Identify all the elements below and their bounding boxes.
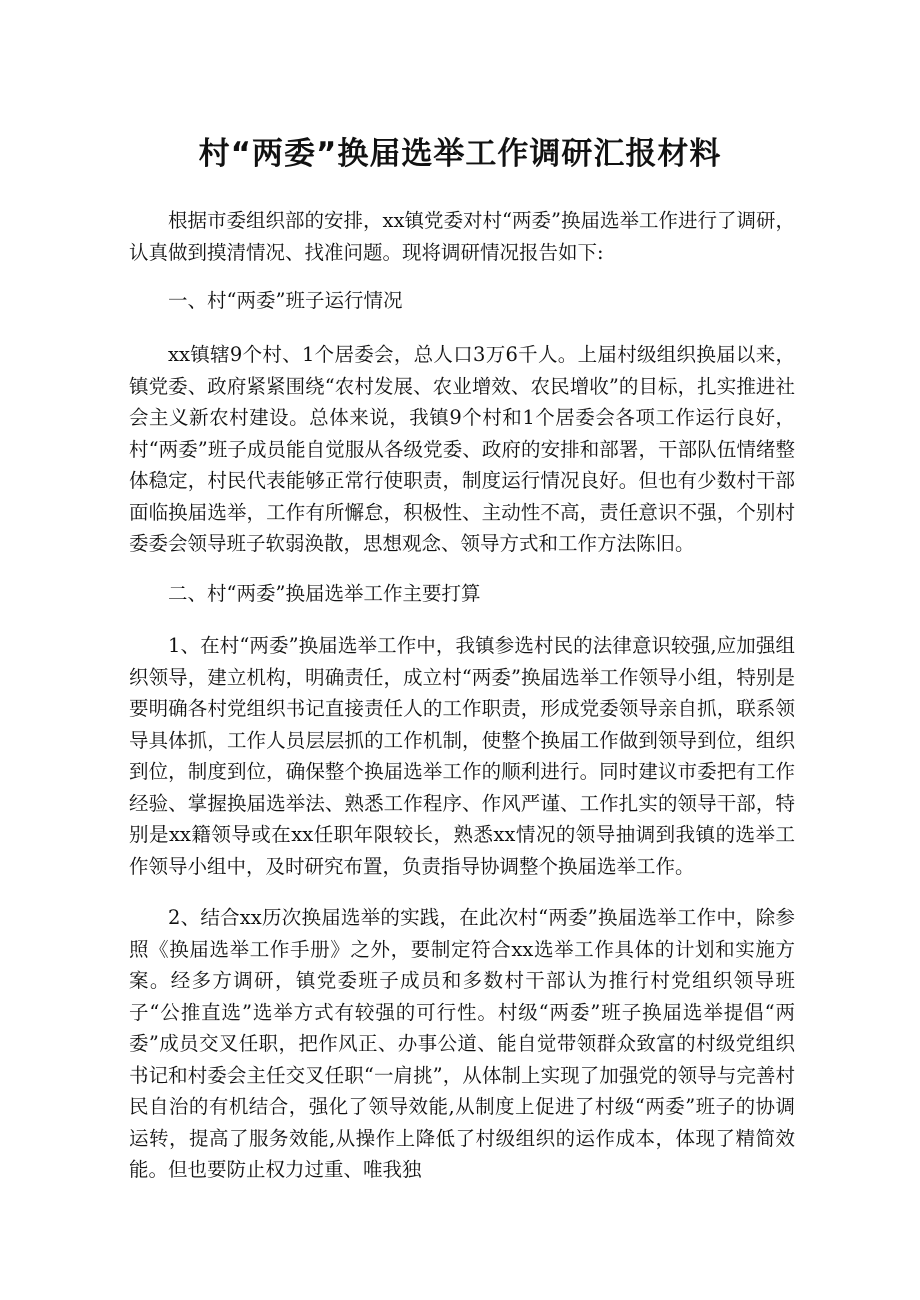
section-2-paragraph-1: 1、在村“两委”换届选举工作中，我镇参选村民的法律意识较强,应加强组织领导，建立机构，明确责任，成立村“两委”换届选举工作领导小组，特别是要明确各村党组织书记直接责任人的工作职责，形成党委领导亲自抓，联系领导具体抓，工作人员层层抓的工作机制，使整个换届工作做到领导到位，组织到位，制度到位，确保整个换届选举工作的顺利进行。同时建议市委把有工作经验、掌握换届选举法、熟悉工作程序、作风严谨、工作扎实的领导干部，特别是xx籍领导或在xx任职年限较长，熟悉xx情况的领导抽调到我镇的选举工作领导小组中，及时研究布置，负责指导协调整个换届选举工作。 bbox=[129, 634, 795, 878]
section-1-heading: 一、村“两委”班子运行情况 bbox=[168, 289, 403, 312]
document-title: 村“两委”换届选举工作调研汇报材料 bbox=[198, 136, 722, 172]
section-2-paragraph-2: 2、结合xx历次换届选举的实践，在此次村“两委”换届选举工作中，除参照《换届选举工作手册》之外，要制定符合xx选举工作具体的计划和实施方案。经多方调研，镇党委班子成员和多数村干部认为推行村党组织领导班子“公推直选”选举方式有较强的可行性。村级“两委”班子换届选举提倡“两委”成员交叉任职，把作风正、办事公道、能自觉带领群众致富的村级党组织书记和村委会主任交叉任职“一肩挑”，从体制上实现了加强党的领导与完善村民自治的有机结合，强化了领导效能,从制度上促进了村级“两委”班子的协调运转，提高了服务效能,从操作上降低了村级组织的运作成本，体现了精简效能。但也要防止权力过重、唯我独 bbox=[129, 906, 795, 1181]
intro-paragraph: 根据市委组织部的安排，xx镇党委对村“两委”换届选举工作进行了调研，认真做到摸清情况、找准问题。现将调研情况报告如下: bbox=[129, 209, 795, 264]
section-2-heading: 二、村“两委”换届选举工作主要打算 bbox=[168, 582, 481, 605]
section-1-body: xx镇辖9个村、1个居委会，总人口3万6千人。上届村级组织换届以来，镇党委、政府紧紧围绕“农村发展、农业增效、农民增收”的目标，扎实推进社会主义新农村建设。总体来说，我镇9个村和1个居委会各项工作运行良好，村“两委”班子成员能自觉服从各级党委、政府的安排和部署，干部队伍情绪整体稳定，村民代表能够正常行使职责，制度运行情况良好。但也有少数村干部面临换届选举，工作有所懈怠，积极性、主动性不高，责任意识不强，个别村委委会领导班子软弱涣散，思想观念、领导方式和工作方法陈旧。 bbox=[129, 343, 795, 555]
